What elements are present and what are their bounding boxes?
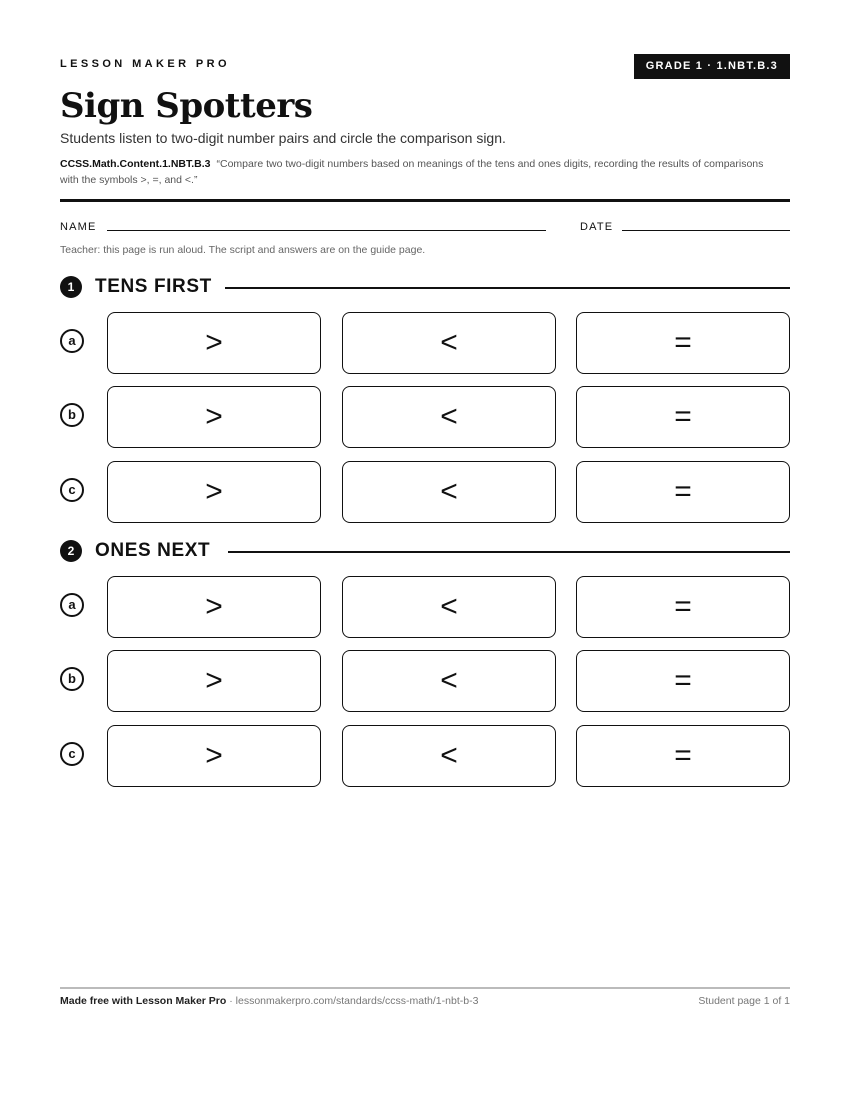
footer-page-number: Student page 1 of 1: [698, 995, 790, 1007]
question-row: [60, 386, 790, 448]
question-row: [60, 312, 790, 374]
section-divider: [225, 287, 790, 289]
question-row: [60, 576, 790, 638]
question-letter: c: [60, 478, 84, 502]
question-letter: b: [60, 403, 84, 427]
date-label: DATE: [580, 221, 614, 233]
equal-choice[interactable]: =: [576, 576, 790, 638]
section-title: ONES NEXT: [95, 540, 211, 561]
section-number: 1: [60, 276, 82, 298]
question-letter: a: [60, 329, 84, 353]
equal-choice[interactable]: =: [576, 650, 790, 712]
footer-divider: [60, 987, 790, 989]
question-row: [60, 461, 790, 523]
section-title: TENS FIRST: [95, 276, 212, 297]
section-divider: [228, 551, 790, 553]
standard-text: “Compare two two-digit numbers based on meanings of the tens and ones digits, recording the results of comparisons with the symbols >, =, and <.”: [60, 158, 764, 186]
section-tens-first: [60, 275, 790, 299]
equal-choice[interactable]: =: [576, 386, 790, 448]
less-than-choice[interactable]: <: [342, 312, 556, 374]
greater-than-choice[interactable]: >: [107, 576, 321, 638]
question-letter: b: [60, 667, 84, 691]
footer-url: · lessonmakerpro.com/standards/ccss-math/1-nbt-b-3: [226, 995, 479, 1007]
less-than-choice[interactable]: <: [342, 725, 556, 787]
footer-credit: [60, 995, 478, 1007]
question-row: [60, 650, 790, 712]
question-row: [60, 725, 790, 787]
equal-choice[interactable]: =: [576, 461, 790, 523]
less-than-choice[interactable]: <: [342, 386, 556, 448]
page-subtitle: Students listen to two-digit number pairs and circle the comparison sign.: [60, 130, 506, 146]
question-letter: a: [60, 593, 84, 617]
greater-than-choice[interactable]: >: [107, 461, 321, 523]
greater-than-choice[interactable]: >: [107, 650, 321, 712]
standard-description: [60, 156, 780, 188]
equal-choice[interactable]: =: [576, 312, 790, 374]
less-than-choice[interactable]: <: [342, 650, 556, 712]
section-ones-next: [60, 539, 790, 563]
page-title: Sign Spotters: [60, 86, 313, 126]
equal-choice[interactable]: =: [576, 725, 790, 787]
greater-than-choice[interactable]: >: [107, 386, 321, 448]
less-than-choice[interactable]: <: [342, 576, 556, 638]
question-letter: c: [60, 742, 84, 766]
worksheet-page: [60, 0, 790, 1100]
date-field[interactable]: [622, 230, 790, 231]
greater-than-choice[interactable]: >: [107, 312, 321, 374]
brand-name: LESSON MAKER PRO: [60, 58, 230, 70]
less-than-choice[interactable]: <: [342, 461, 556, 523]
standard-code: CCSS.Math.Content.1.NBT.B.3: [60, 158, 211, 170]
section-number: 2: [60, 540, 82, 562]
header-divider: [60, 199, 790, 202]
name-label: NAME: [60, 221, 97, 233]
greater-than-choice[interactable]: >: [107, 725, 321, 787]
grade-badge: GRADE 1 · 1.NBT.B.3: [634, 54, 790, 79]
footer-made-with: Made free with Lesson Maker Pro: [60, 995, 227, 1007]
teacher-note: Teacher: this page is run aloud. The script and answers are on the guide page.: [60, 244, 426, 256]
name-field[interactable]: [107, 230, 546, 231]
